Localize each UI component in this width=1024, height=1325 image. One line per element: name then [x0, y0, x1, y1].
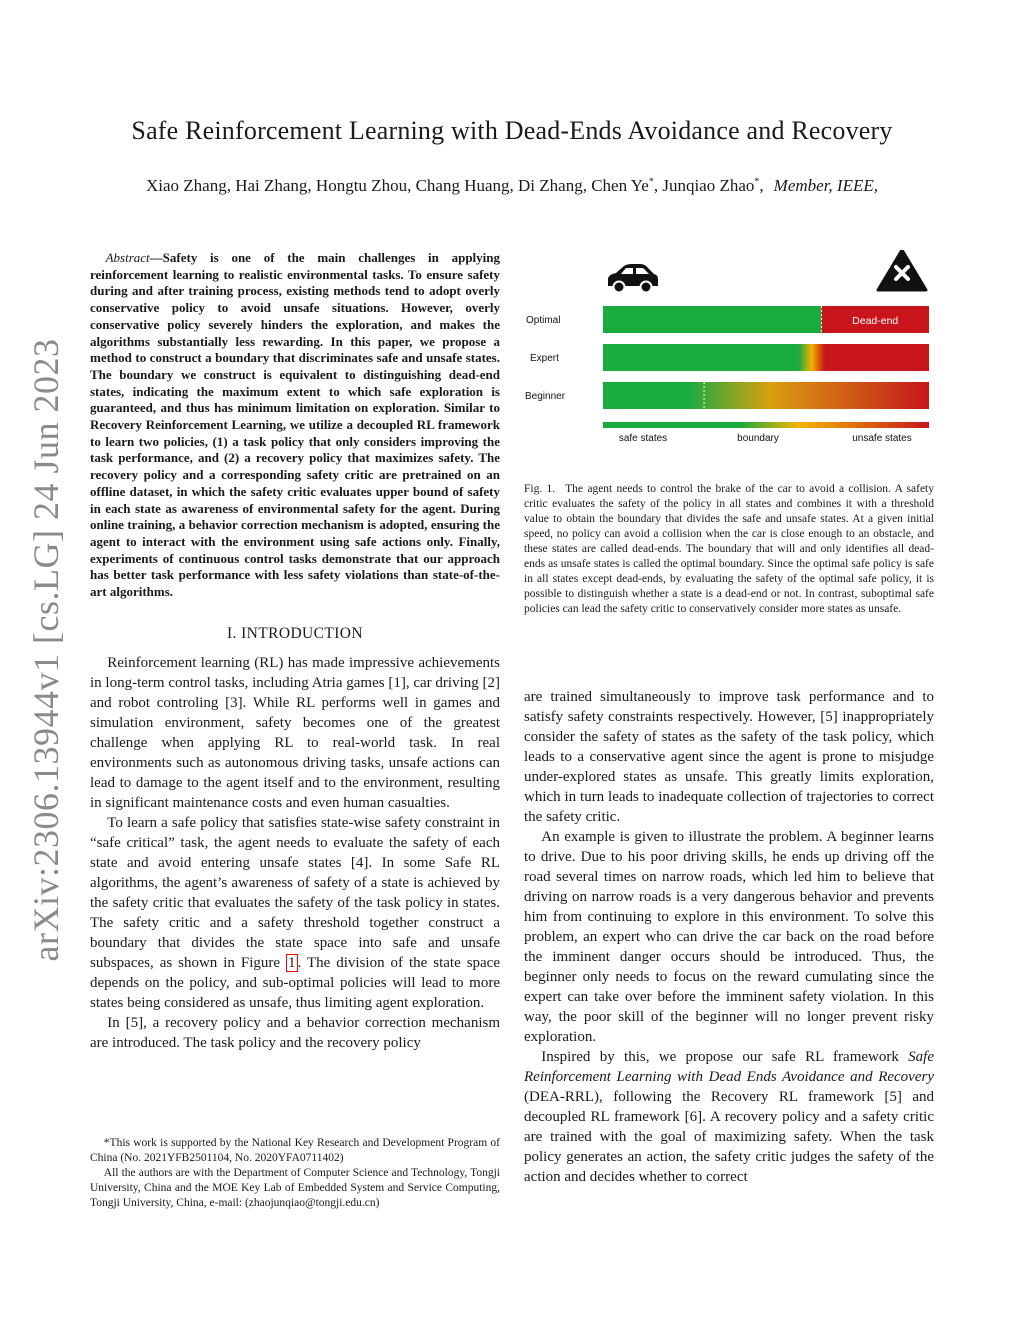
author-list — [0, 176, 1024, 196]
right-column-body — [524, 687, 934, 1187]
arxiv-identifier: arXiv:2306.13944v1 [cs.LG] 24 Jun 2023 — [26, 338, 66, 962]
intro-paragraph-3: In [5], a recovery policy and a behavior correction mechanism are introduced. The task policy and the recovery policy — [90, 1014, 500, 1051]
figure-caption-label: Fig. 1. — [524, 483, 556, 495]
intro-p2-text: To learn a safe policy that satisfies state-wise safety constraint in “safe critical” task, the agent needs to evaluate the safety of each state and avoid entering unsafe states [4]. In some Safe RL algorithms, the agent’s awareness of safety of a state is achieved by the safety critic that evaluates the safety of the task policy in states. The safety critic and a safety threshold together construct a boundary that divides the state space into safe and unsafe subspaces, as shown in Figure — [90, 814, 500, 971]
expert-bar — [603, 344, 929, 371]
legend-safe-states: safe states — [618, 433, 668, 444]
authors-main: Xiao Zhang, Hai Zhang, Hongtu Zhou, Chang Huang, Di Zhang, Chen Ye — [145, 176, 649, 195]
abstract — [90, 250, 500, 601]
right-p3-text-end: (DEA-RRL), following the Recovery RL framework [5] and decoupled RL framework [6]. A recovery policy and a safety critic are trained with the goal of maximizing safety. When the task policy generates an action, the safety critic judges the safety of the action and decides whether to correct — [524, 1089, 934, 1185]
abstract-label: Abstract — [105, 250, 150, 265]
legend-boundary: boundary — [737, 433, 779, 444]
legend-unsafe-states: unsafe states — [852, 433, 912, 444]
figure-1-link[interactable]: 1 — [288, 954, 296, 971]
car-icon — [608, 264, 658, 293]
corresponding-mark-1: * — [648, 176, 654, 188]
abstract-dash: — — [149, 250, 163, 265]
affiliation-footnote: All the authors are with the Department of Computer Science and Technology, Tongji University, China and the MOE Key Lab of Embedded System and Service Computing, Tongji University, China, e-mail: (zhaojunqiao@tongji.edu.cn) — [90, 1167, 500, 1209]
corresponding-mark-2: * — [754, 176, 760, 188]
abstract-text: Safety is one of the main challenges in applying reinforcement learning to realistic environmental tasks. To ensure safety during and after training process, existing methods tend to adopt overly conservative policy to avoid unsafe situations. However, overly conservative policy severely hinders the exploration, and makes the algorithms substantially less rewarding. In this paper, we propose a method to construct a boundary that discriminates safe and unsafe states. The boundary we construct is equivalent to distinguishing dead-end states, indicating the maximum extent to which safe exploration is guaranteed, and thus has minimum limitation on exploration. Similar to Recovery Reinforcement Learning, we utilize a decoupled RL framework to learn two policies, (1) a task policy that only considers improving the task performance, and (2) a recovery policy that maximizes safety. The recovery policy and a corresponding safety critic are pretrained on an offline dataset, in which the safety critic evaluates upper bound of safety in each state as awareness of environmental safety for the agent. During online training, a behavior correction mechanism is adopted, ensuring the agent to interact with the environment using safe actions only. Finally, experiments of continuous control tasks demonstrate that our approach has better task performance with less safety violations than state-of-the-art algorithms. — [90, 250, 500, 600]
figure-1 — [524, 250, 934, 470]
arxiv-sidebar — [20, 338, 72, 962]
right-paragraph-1: are trained simultaneously to improve task performance and to satisfy safety constraints respectively. However, [5] inappropriately consider the safety of states as the safety of the task policy, which leads to a conservative agent since the agent is prone to misjudge under-explored states as unsafe. This greatly limits exploration, which in turn leads to inadequate collection of trajectories to correct the safety critic. — [524, 689, 934, 825]
footnotes — [90, 1136, 500, 1211]
row-label-optimal: Optimal — [526, 315, 561, 326]
right-column — [524, 250, 934, 617]
paper-title: Safe Reinforcement Learning with Dead-Ends Avoidance and Recovery — [131, 116, 893, 145]
right-paragraph-3 — [524, 1047, 934, 1187]
beginner-bar — [603, 382, 929, 409]
author-separator: , — [759, 176, 764, 195]
figure-1-caption — [524, 482, 934, 617]
funding-footnote: *This work is supported by the National Key Research and Development Program of China (No. 2021YFB2501104, No. 2020YFA0711402) — [90, 1137, 500, 1164]
intro-paragraph-1: Reinforcement learning (RL) has made impressive achievements in long-term control tasks, including Atria games [1], car driving [2] and robot controling [3]. While RL performs well in games and simulation environment, safety becomes one of the greatest challenge when applying RL to real-world task. In real environments such as autonomous driving tasks, unsafe actions can lead to damage to the agent itself and to the environment, resulting in significant maintenance costs and even human casualties. — [90, 654, 500, 811]
row-label-beginner: Beginner — [525, 391, 566, 402]
figure-caption-text: The agent needs to control the brake of the car to avoid a collision. A safety critic evaluates the safety of the policy in all states and combines it with a threshold value to obtain the boundary that divides the safe and unsafe states. At a given initial speed, no policy can avoid a collision when the car is close enough to an obstacle, and these states are called dead-ends. The boundary that will and only identifies all dead-ends as unsafe states is called the optimal boundary. Since the optimal safe policy is safe in all states except dead-ends, by evaluating the safety of the optimal safe policy, it is possible to distinguish whether a state is a dead-end or not. In contrast, suboptimal safe policies can lead the safety critic to conservatively consider more states as unsafe. — [524, 483, 935, 615]
right-p3-text: Inspired by this, we propose our safe RL framework — [541, 1049, 909, 1065]
intro-paragraph-2 — [90, 813, 500, 1013]
framework-name: Safe Reinforcement Learning with Dead Ends Avoidance and Recovery — [524, 1049, 934, 1085]
ieee-membership: Member, IEEE, — [773, 176, 878, 195]
row-label-expert: Expert — [530, 353, 559, 364]
left-column — [90, 250, 500, 1053]
figure-1-diagram — [524, 250, 934, 470]
legend-gradient-bar — [603, 422, 929, 428]
dead-end-label: Dead-end — [852, 315, 899, 327]
right-paragraph-2: An example is given to illustrate the problem. A beginner learns to drive. Due to his poor driving skills, he ends up driving off the road several times on narrow roads, which led him to believe that driving on narrow roads is a very dangerous behavior and prevents him from continuing to explore in this environment. To solve this problem, an expert who can drive the car back on the road before the imminent danger occurs should be introduced. Thus, the beginner only needs to focus on the reward cumulating since the expert can take over before the imminent safety violation. In this way, the poor skill of the beginner will no longer prevent risky exploration. — [524, 829, 934, 1045]
intro-p2-text-end: . The division of the state space depends on the policy, and sub-optimal policies will lead to more states being considered as unsafe, thus limiting agent exploration. — [90, 954, 501, 1011]
authors-last: , Junqiao Zhao — [653, 176, 755, 195]
dead-end-warning-icon — [878, 250, 926, 290]
section-heading-introduction: I. INTRODUCTION — [226, 624, 363, 642]
optimal-safe-bar — [603, 306, 821, 333]
